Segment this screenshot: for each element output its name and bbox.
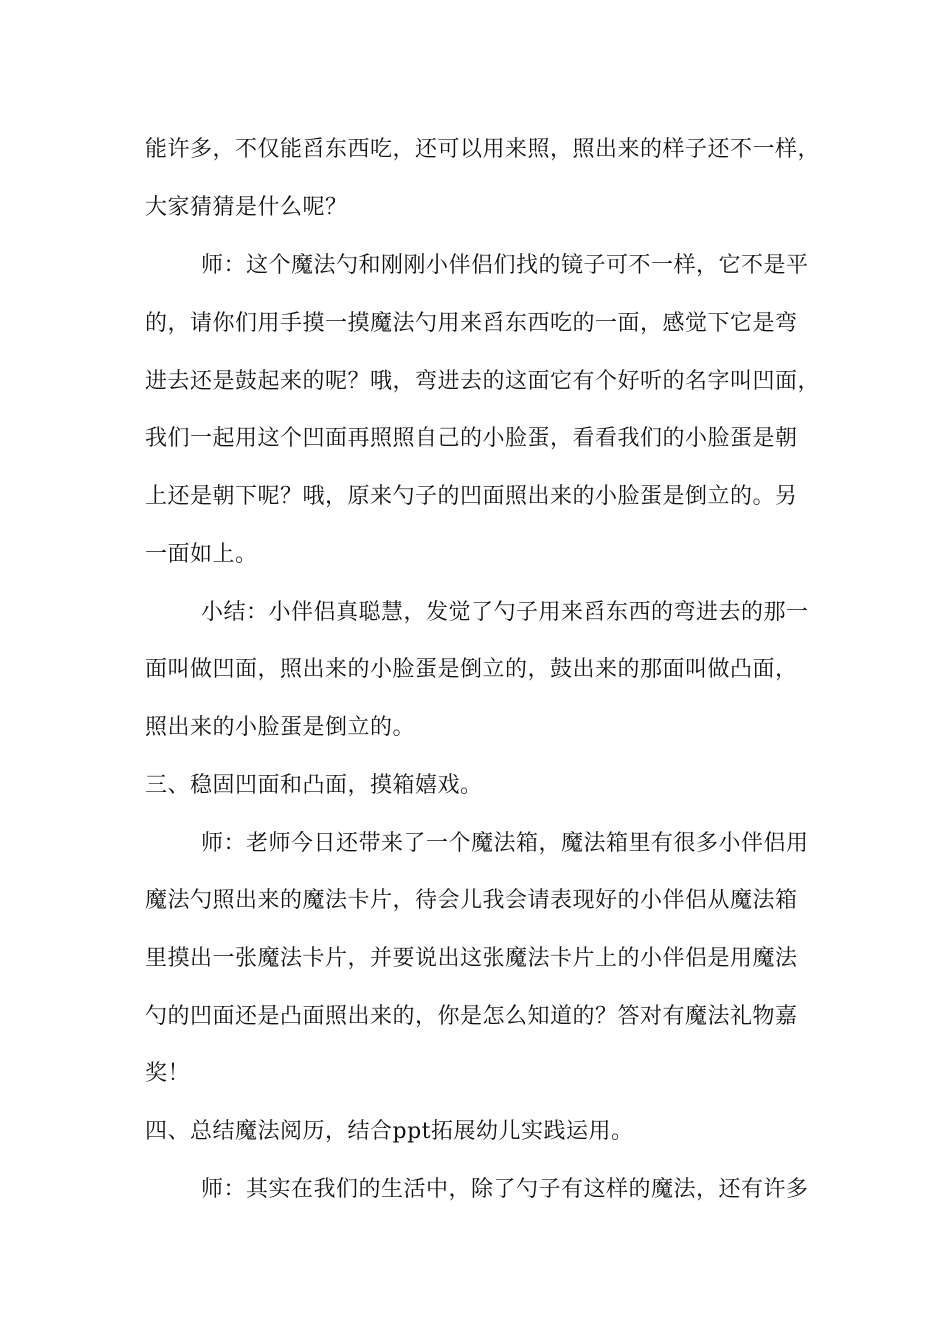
paragraph-line: 师：这个魔法勺和刚刚小伴侣们找的镜子可不一样，它不是平 <box>201 253 809 278</box>
section-heading: 三、稳固凹面和凸面，摸箱嬉戏。 <box>145 773 483 798</box>
paragraph-line: 面叫做凹面，照出来的小脸蛋是倒立的，鼓出来的那面叫做凸面， <box>145 657 798 682</box>
paragraph-line: 照出来的小脸蛋是倒立的。 <box>145 715 416 740</box>
paragraph-line: 魔法勺照出来的魔法卡片，待会儿我会请表现好的小伴侣从魔法箱 <box>145 888 798 913</box>
paragraph-line: 进去还是鼓起来的呢？哦，弯进去的这面它有个好听的名字叫凹面， <box>145 369 821 394</box>
paragraph-line: 上还是朝下呢？哦，原来勺子的凹面照出来的小脸蛋是倒立的。另 <box>145 484 798 509</box>
paragraph-line: 奖！ <box>145 1061 191 1086</box>
paragraph-line: 小结：小伴侣真聪慧，发觉了勺子用来舀东西的弯进去的那一 <box>201 600 809 625</box>
paragraph-line: 大家猜猜是什么呢？ <box>145 195 348 220</box>
paragraph-line: 勺的凹面还是凸面照出来的，你是怎么知道的？答对有魔法礼物嘉 <box>145 1004 798 1029</box>
paragraph-line: 师：其实在我们的生活中，除了勺子有这样的魔法，还有许多 <box>201 1177 809 1202</box>
paragraph-line: 的，请你们用手摸一摸魔法勺用来舀东西吃的一面，感觉下它是弯 <box>145 311 798 336</box>
paragraph-line: 能许多，不仅能舀东西吃，还可以用来照，照出来的样子还不一样， <box>145 137 821 162</box>
paragraph-line: 师：老师今日还带来了一个魔法箱，魔法箱里有很多小伴侣用 <box>201 831 809 856</box>
paragraph-line: 我们一起用这个凹面再照照自己的小脸蛋，看看我们的小脸蛋是朝 <box>145 426 798 451</box>
section-heading: 四、总结魔法阅历，结合ppt拓展幼儿实践运用。 <box>145 1119 634 1144</box>
paragraph-line: 一面如上。 <box>145 542 258 567</box>
paragraph-line: 里摸出一张魔法卡片，并要说出这张魔法卡片上的小伴侣是用魔法 <box>145 946 798 971</box>
